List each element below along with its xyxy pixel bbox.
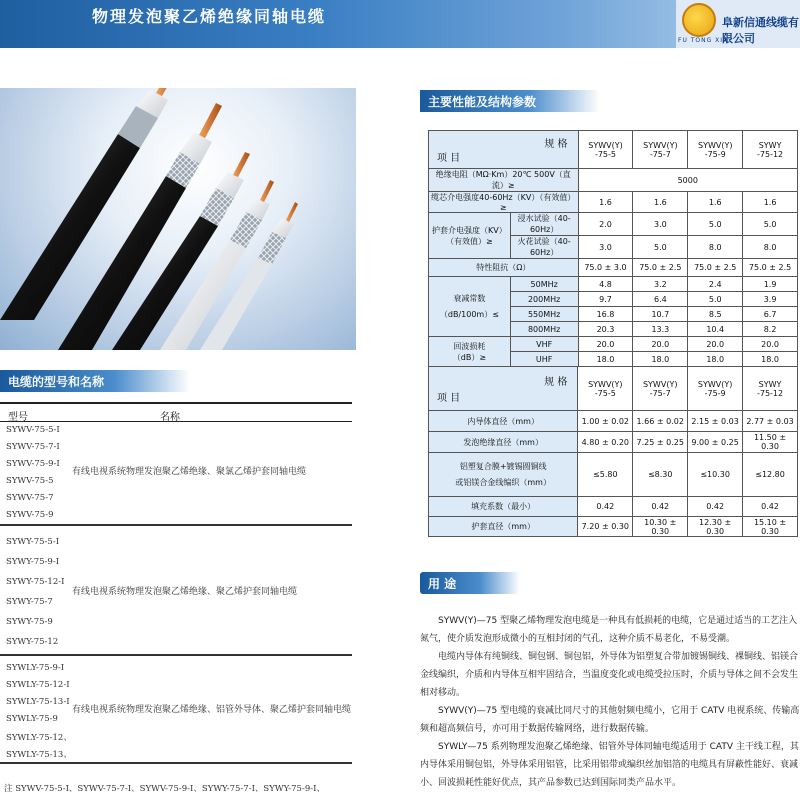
dielectric-label: 缆芯介电强度40-60Hz（KV）（有效值）≥ xyxy=(429,192,579,213)
frequency-label: 800MHz xyxy=(510,322,578,337)
structure-value: 4.80 ± 0.20 xyxy=(578,432,633,453)
structure-value: 7.25 ± 0.25 xyxy=(633,432,688,453)
company-logo-icon xyxy=(682,3,716,37)
sheath-sub-label: 浸水试验（40-60Hz） xyxy=(510,213,578,236)
structure-value: 2.77 ± 0.03 xyxy=(743,411,798,432)
corner-item-label: 项 目 xyxy=(437,153,461,164)
impedance-label: 特性阻抗（Ω） xyxy=(429,259,579,277)
attenuation-value: 8.5 xyxy=(688,307,743,322)
dielectric-value: 1.6 xyxy=(688,192,743,213)
structure-value: 11.50 ± 0.30 xyxy=(743,432,798,453)
sheath-label: 护套介电强度（KV） （有效值）≥ xyxy=(429,213,511,259)
logo-subtext: FU TONG XIN xyxy=(678,37,729,44)
structure-value: 0.42 xyxy=(688,497,743,517)
sheath-value: 3.0 xyxy=(578,236,633,259)
corner-item-label: 项 目 xyxy=(437,393,461,404)
structure-value: 10.30 ± 0.30 xyxy=(633,517,688,537)
attenuation-value: 4.8 xyxy=(578,277,633,292)
return-loss-label: 回波损耗 （dB）≥ xyxy=(429,337,511,367)
models-table xyxy=(0,402,352,764)
attenuation-value: 13.3 xyxy=(633,322,688,337)
model-row: SYWV-75-9 xyxy=(6,510,54,520)
column-header: SYWV(Y) -75-5 xyxy=(578,131,633,169)
corner-spec-label: 规 格 xyxy=(544,377,568,388)
structure-value: 0.42 xyxy=(743,497,798,517)
attenuation-value: 1.9 xyxy=(743,277,798,292)
usage-paragraph: SYWLY—75 系列物理发泡聚乙烯绝缘、铝管外导体同轴电缆适用于 CATV 主干线工程，其内导体采用铜包铝，外导体采用铝管，比采用铝带或编织丝加铝箔的电缆具有屏蔽性能好、衰减小、回波损耗性能好优点，其产品参数已达到国际同类产品水平。 xyxy=(420,742,799,788)
sheath-value: 5.0 xyxy=(743,213,798,236)
structure-table xyxy=(428,366,798,537)
corner-cell xyxy=(429,367,578,411)
cable-photo xyxy=(0,88,356,350)
spec-section-header xyxy=(420,90,600,112)
model-row: SYWV-75-9-I xyxy=(6,459,60,469)
usage-paragraph: SYWV(Y)—75 型聚乙烯物理发泡电缆是一种具有低损耗的电缆，它是通过适当的工艺注入氮气，使介质发泡形成微小的互相封闭的气孔，这种介质不易老化，不易受潮。 xyxy=(420,616,798,644)
attenuation-value: 16.8 xyxy=(578,307,633,322)
model-group-3 xyxy=(0,660,352,764)
structure-value: 2.15 ± 0.03 xyxy=(688,411,743,432)
return-loss-value: 20.0 xyxy=(688,337,743,352)
model-row: SYWLY-75-12、 xyxy=(6,733,72,743)
column-header: SYWY -75-12 xyxy=(743,131,798,169)
dielectric-value: 1.6 xyxy=(578,192,633,213)
performance-table xyxy=(428,130,798,367)
model-row: SYWLY-75-9-I xyxy=(6,663,65,673)
impedance-value: 75.0 ± 3.0 xyxy=(578,259,633,277)
column-header: SYWV(Y) -75-7 xyxy=(633,131,688,169)
structure-value: ≤5.80 xyxy=(578,453,633,497)
structure-value: ≤10.30 xyxy=(688,453,743,497)
attenuation-value: 9.7 xyxy=(578,292,633,307)
model-row: SYWLY-75-13、 xyxy=(6,750,72,760)
model-row: SYWY-75-5-I xyxy=(6,537,60,547)
spec-section-title: 主要性能及结构参数 xyxy=(428,95,537,109)
impedance-value: 75.0 ± 2.5 xyxy=(688,259,743,277)
band-label: UHF xyxy=(510,352,578,367)
model-row: SYWY-75-12-I xyxy=(6,577,65,587)
model-row: SYWLY-75-12-I xyxy=(6,680,70,690)
usage-paragraph: SYWV(Y)—75 型电缆的衰减比同尺寸的其他射频电缆小，它用于 CATV 电视系统、传输高频和超高频信号，亦可用于数据传输网络，进行数据传输。 xyxy=(420,706,800,734)
structure-label: 护套直径（mm） xyxy=(429,517,578,537)
dielectric-value: 1.6 xyxy=(633,192,688,213)
model-row: SYWY-75-9 xyxy=(6,617,53,627)
impedance-value: 75.0 ± 2.5 xyxy=(633,259,688,277)
structure-value: ≤8.30 xyxy=(633,453,688,497)
band-label: VHF xyxy=(510,337,578,352)
sheath-value: 8.0 xyxy=(688,236,743,259)
column-header: SYWV(Y) -75-5 xyxy=(578,367,633,411)
attenuation-value: 10.4 xyxy=(688,322,743,337)
return-loss-value: 18.0 xyxy=(633,352,688,367)
model-group-2 xyxy=(0,534,352,656)
insulation-label: 绝缘电阻（MΩ·Km）20℃ 500V（直流）≥ xyxy=(429,169,579,192)
col-model-label: 型号 xyxy=(8,412,28,423)
structure-value: ≤12.80 xyxy=(743,453,798,497)
column-header: SYWV(Y) -75-7 xyxy=(633,367,688,411)
company-name: 阜新信通线缆有限公司 xyxy=(722,16,799,45)
model-group-name: 有线电视系统物理发泡聚乙烯绝缘、铝管外导体、聚乙烯护套同轴电缆 xyxy=(72,705,352,715)
cable-illustration-icon xyxy=(0,88,356,350)
attenuation-value: 20.3 xyxy=(578,322,633,337)
return-loss-value: 20.0 xyxy=(743,337,798,352)
corner-spec-label: 规 格 xyxy=(544,139,568,150)
models-section-header xyxy=(0,370,190,392)
structure-label: 发泡绝缘直径（mm） xyxy=(429,432,578,453)
return-loss-value: 20.0 xyxy=(633,337,688,352)
model-row: SYWV-75-5-I xyxy=(6,425,60,435)
structure-value: 9.00 ± 0.25 xyxy=(688,432,743,453)
usage-section-header xyxy=(420,572,520,594)
models-note: 注 SYWV-75-5-I、SYWV-75-7-I、SYWV-75-9-I、SYWY-75-7-I、SYWY-75-9-I、 xyxy=(4,784,325,794)
model-group-1 xyxy=(0,422,352,526)
models-table-header xyxy=(0,402,352,422)
attenuation-value: 2.4 xyxy=(688,277,743,292)
return-loss-value: 18.0 xyxy=(743,352,798,367)
model-row: SYWY-75-12 xyxy=(6,637,59,647)
attenuation-label: 衰减常数 （dB/100m）≤ xyxy=(429,277,511,337)
attenuation-value: 3.9 xyxy=(743,292,798,307)
dielectric-value: 1.6 xyxy=(743,192,798,213)
frequency-label: 200MHz xyxy=(510,292,578,307)
column-header: SYWV(Y) -75-9 xyxy=(688,131,743,169)
structure-label: 填充系数（最小） xyxy=(429,497,578,517)
usage-section-title: 用 途 xyxy=(428,577,457,591)
sheath-sub-label: 火花试验（40-60Hz） xyxy=(510,236,578,259)
sheath-value: 8.0 xyxy=(743,236,798,259)
structure-value: 15.10 ± 0.30 xyxy=(743,517,798,537)
insulation-value: 5000 xyxy=(578,169,797,192)
sheath-value: 5.0 xyxy=(633,236,688,259)
page-title: 物理发泡聚乙烯绝缘同轴电缆 xyxy=(92,7,327,26)
models-section-title: 电缆的型号和名称 xyxy=(8,375,105,389)
corner-cell xyxy=(429,131,579,169)
structure-value: 0.42 xyxy=(578,497,633,517)
return-loss-value: 18.0 xyxy=(688,352,743,367)
attenuation-value: 8.2 xyxy=(743,322,798,337)
model-row: SYWY-75-7 xyxy=(6,597,53,607)
usage-paragraph: 电缆内导体有纯铜线、铜包钢、铜包铝，外导体为铝塑复合带加镀锡铜线、裸铜线、铝镁合金线编织，介质和内导体互相牢固结合，当温度变化或电缆受拉压时，介质与导体之间不会发生相对移动。 xyxy=(420,652,799,698)
sheath-value: 3.0 xyxy=(633,213,688,236)
frequency-label: 50MHz xyxy=(510,277,578,292)
impedance-value: 75.0 ± 2.5 xyxy=(743,259,798,277)
structure-value: 1.00 ± 0.02 xyxy=(578,411,633,432)
sheath-value: 5.0 xyxy=(688,213,743,236)
column-header: SYWY -75-12 xyxy=(743,367,798,411)
return-loss-value: 18.0 xyxy=(578,352,633,367)
model-row: SYWV-75-7 xyxy=(6,493,54,503)
model-row: SYWLY-75-9 xyxy=(6,714,58,724)
attenuation-value: 6.7 xyxy=(743,307,798,322)
column-header: SYWV(Y) -75-9 xyxy=(688,367,743,411)
structure-label: 内导体直径（mm） xyxy=(429,411,578,432)
return-loss-value: 20.0 xyxy=(578,337,633,352)
model-row: SYWV-75-7-I xyxy=(6,442,60,452)
frequency-label: 550MHz xyxy=(510,307,578,322)
col-name-label: 名称 xyxy=(160,412,180,423)
model-group-name: 有线电视系统物理发泡聚乙烯绝缘、聚氯乙烯护套同轴电缆 xyxy=(72,467,307,477)
attenuation-value: 6.4 xyxy=(633,292,688,307)
model-row: SYWY-75-9-I xyxy=(6,557,60,567)
usage-text xyxy=(420,612,800,792)
structure-value: 0.42 xyxy=(633,497,688,517)
structure-label: 铝塑复合膜+镀锡圆铜线 或铝镁合金线编织（mm） xyxy=(429,453,578,497)
structure-value: 7.20 ± 0.30 xyxy=(578,517,633,537)
attenuation-value: 5.0 xyxy=(688,292,743,307)
attenuation-value: 10.7 xyxy=(633,307,688,322)
sheath-value: 2.0 xyxy=(578,213,633,236)
model-group-name: 有线电视系统物理发泡聚乙烯绝缘、聚乙烯护套同轴电缆 xyxy=(72,587,298,597)
structure-value: 1.66 ± 0.02 xyxy=(633,411,688,432)
model-row: SYWLY-75-13-I xyxy=(6,697,70,707)
structure-value: 12.30 ± 0.30 xyxy=(688,517,743,537)
model-row: SYWV-75-5 xyxy=(6,476,54,486)
attenuation-value: 3.2 xyxy=(633,277,688,292)
